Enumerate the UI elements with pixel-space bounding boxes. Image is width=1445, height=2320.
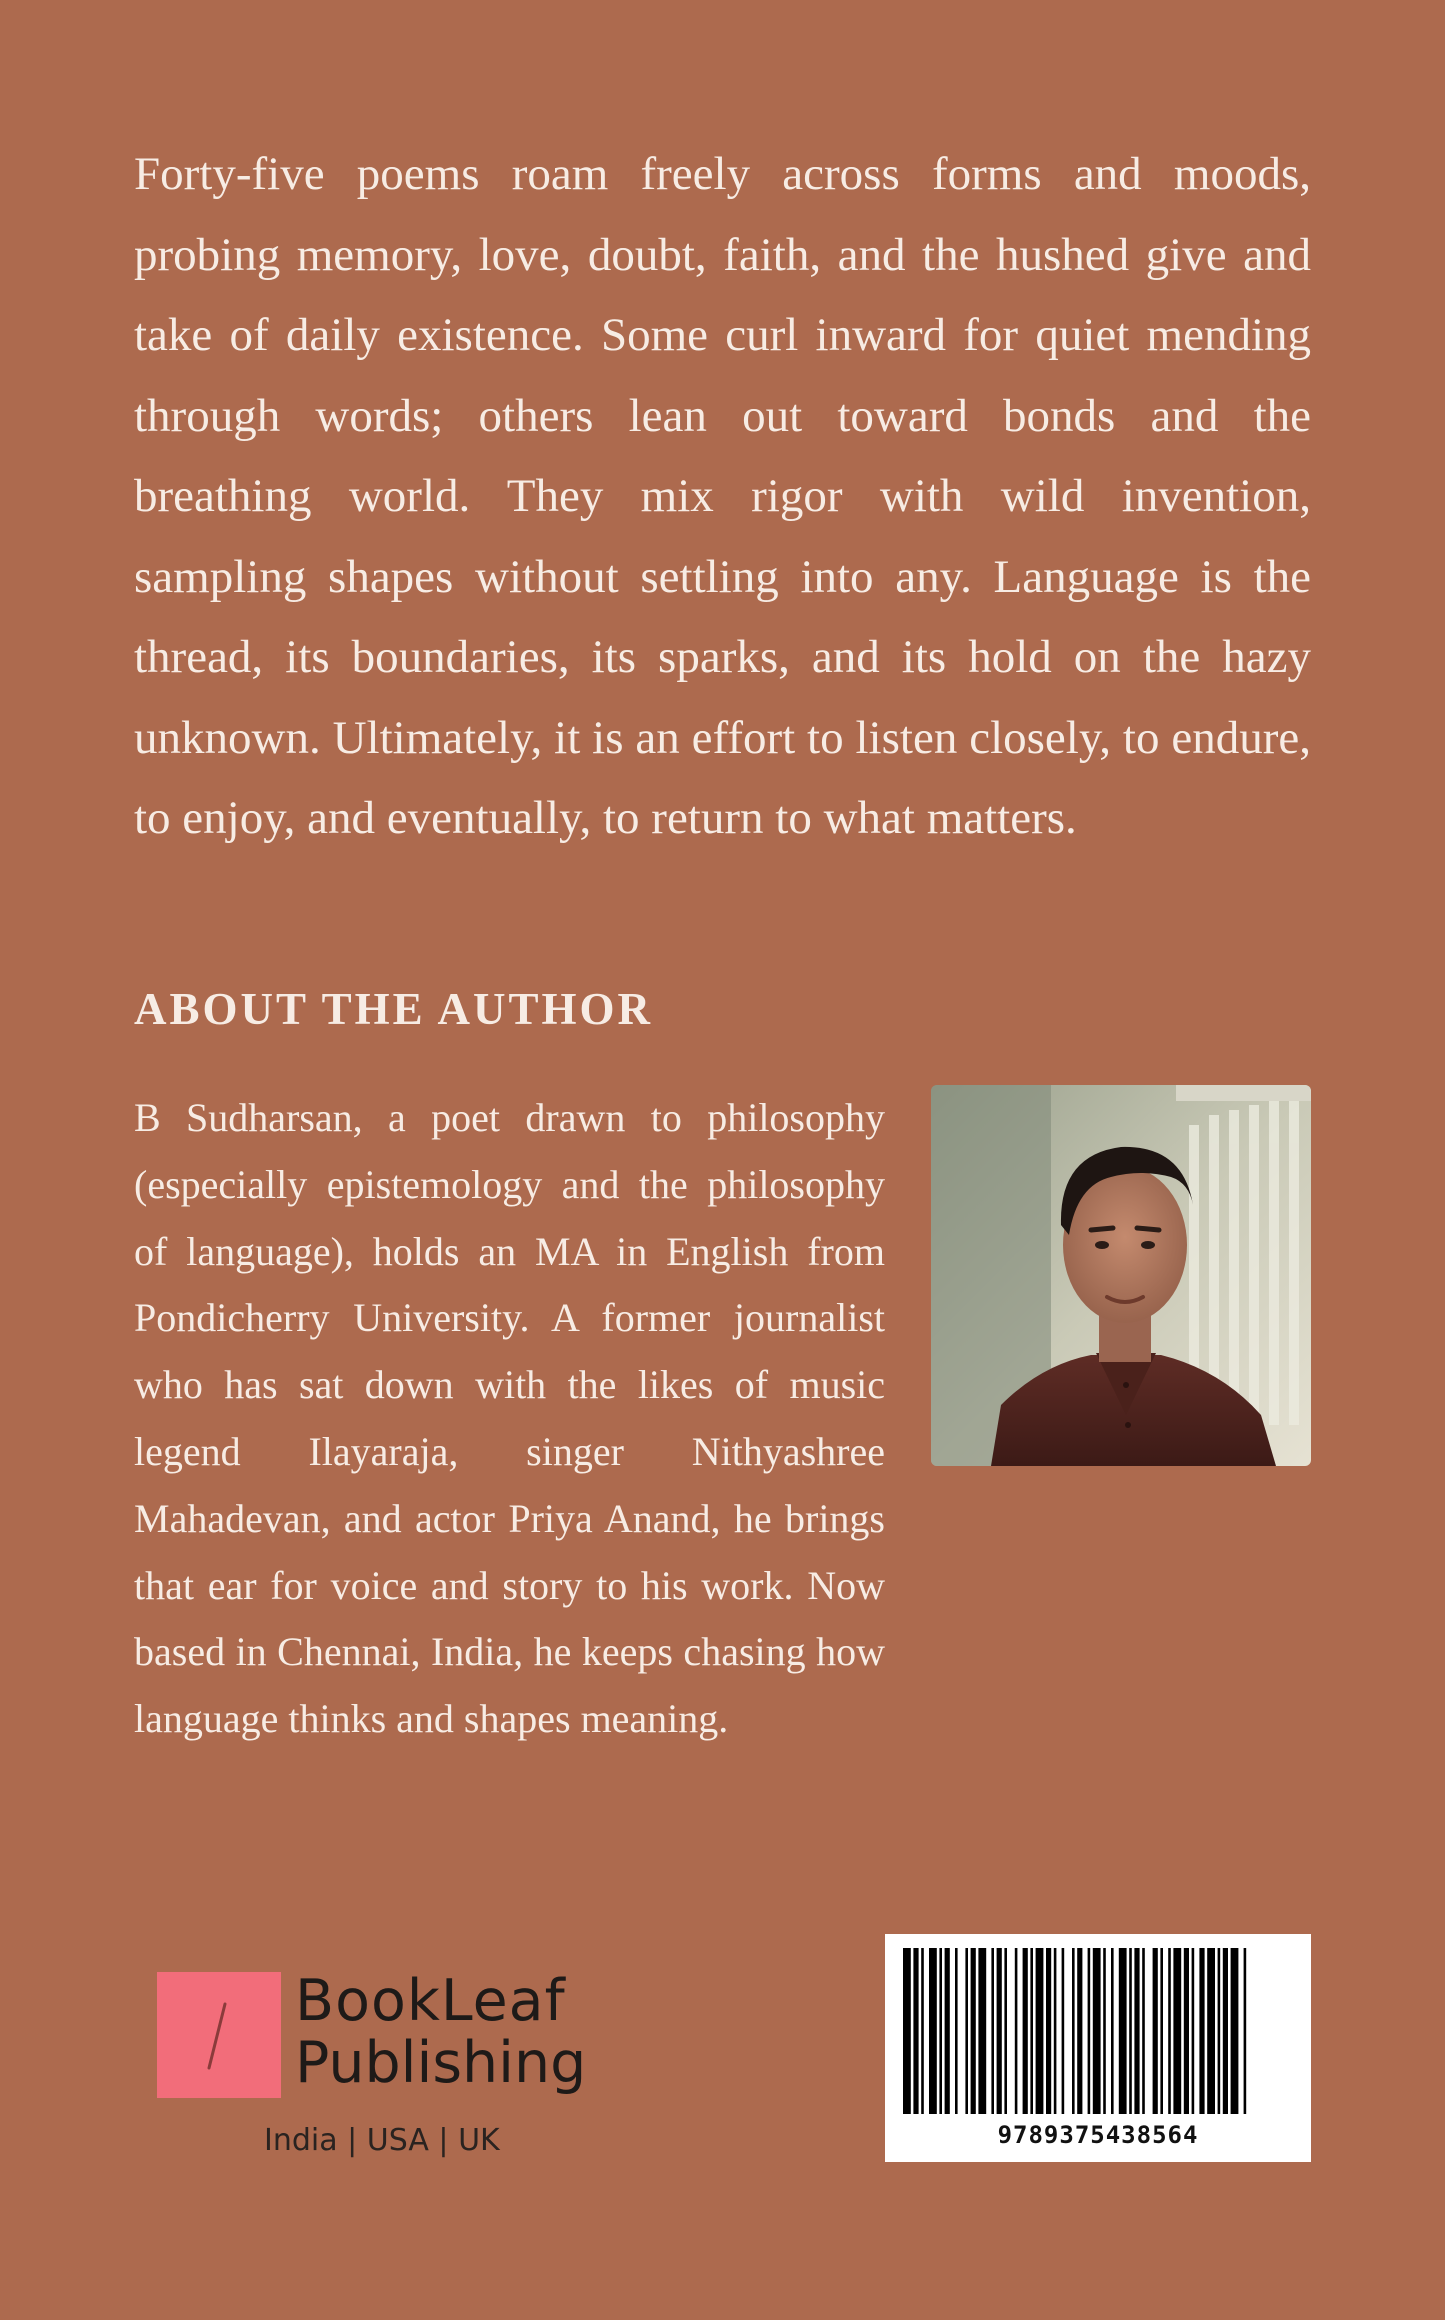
author-photo [931,1085,1311,1466]
isbn-number: 9789375438564 [997,2121,1199,2149]
barcode-bar [1218,1948,1221,2114]
barcode-bar [1023,1948,1028,2114]
barcode-bar [1142,1948,1145,2114]
barcode-bar [913,1948,918,2114]
author-bio: B Sudharsan, a poet drawn to philosophy (especially epistemology and the philosophy of language), holds an MA in English from Pondicherry University. A former journalist who has sat down with the likes of music legend Ilayaraja, singer Nithyashree Mahadevan, and actor Priya Anand, he brings that ear for voice and story to his work. Now based in Chennai, India, he keeps chasing how language thinks and shapes meaning. [134,1095,885,1742]
about-author-heading: ABOUT THE AUTHOR [134,984,653,1034]
book-blurb: Forty-five poems roam freely across forms and moods, probing memory, love, doubt, faith, and the hushed give and take of daily existence. Some curl inward for quiet mending through words; others lean out toward bonds and the breathing world. They mix rigor with wild invention, sampling shapes without settling into any. Language is the thread, its boundaries, its sparks, and its hold on the hazy unknown. Ultimately, it is an effort to listen closely, to endure, to enjoy, and eventually, to return to what matters. [134,148,1311,844]
publisher-name-line1: BookLeaf [295,1968,566,2034]
barcode-bar [1030,1948,1033,2114]
barcode-bar [1077,1948,1082,2114]
barcode-bar [1199,1948,1204,2114]
barcode-bar [1093,1948,1101,2114]
publisher-name-line2: Publishing [295,2030,587,2096]
barcode-bar [1046,1948,1051,2114]
barcode-bar [1111,1948,1114,2114]
publisher-logo [157,1968,607,2172]
barcode-bar [1072,1948,1075,2114]
barcode-bar [945,1948,950,2114]
barcode-bar [1062,1948,1065,2114]
barcode-bar [939,1948,942,2114]
barcode-bar [1244,1948,1247,2114]
publisher-regions: India | USA | UK [264,2123,500,2158]
barcode-bar [1173,1948,1181,2114]
barcode-bar [991,1948,994,2114]
barcode-bar [1160,1948,1163,2114]
barcode-bar [1015,1948,1018,2114]
barcode-bar [1103,1948,1106,2114]
barcode-bar [1192,1948,1195,2114]
barcode-bar [921,1948,924,2114]
barcode-bar [1129,1948,1132,2114]
barcode-bar [1207,1948,1215,2114]
barcode-bar [1036,1948,1044,2114]
barcode-bar [1134,1948,1139,2114]
barcode-bar [929,1948,937,2114]
barcode-bar [1119,1948,1127,2114]
barcode-bar [1088,1948,1091,2114]
barcode-bar [971,1948,976,2114]
barcode-bar [1231,1948,1239,2114]
barcode-bar [1054,1948,1057,2114]
barcode-bar [903,1948,911,2114]
barcode-bar [1153,1948,1158,2114]
publisher-logo-mark [157,1972,281,2098]
barcode-bar [997,1948,1002,2114]
barcode-bar [955,1948,958,2114]
barcode-bar [1184,1948,1189,2114]
barcode-bar [1004,1948,1007,2114]
barcode-bar [1223,1948,1228,2114]
barcode-bar [978,1948,986,2114]
barcode-bar [965,1948,968,2114]
isbn-barcode [885,1934,1311,2162]
barcode-bar [1168,1948,1171,2114]
